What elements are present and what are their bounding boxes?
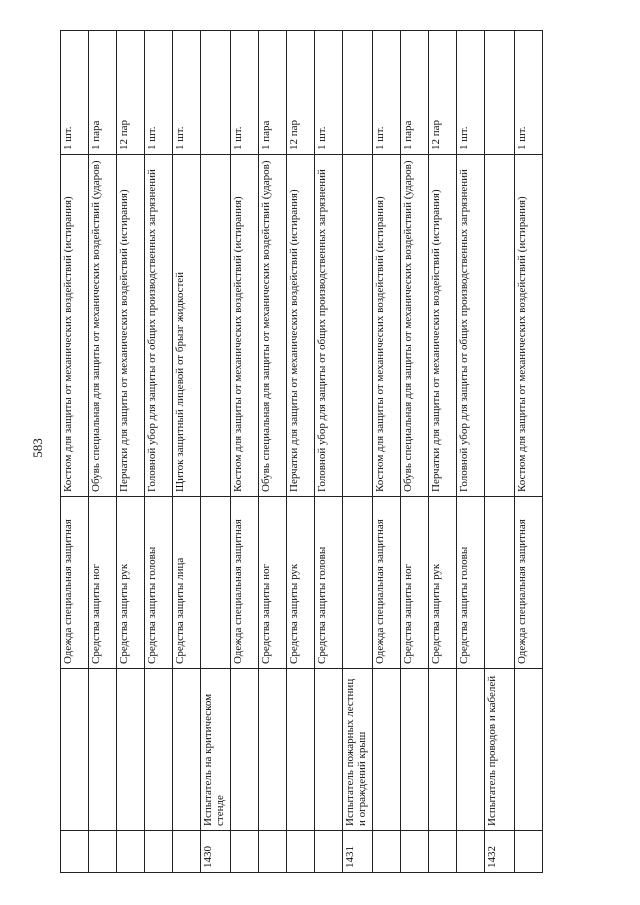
- ppe-item-cell: Костюм для защиты от механических воздействий (истирания): [61, 155, 89, 497]
- row-number-cell: 1431: [343, 831, 373, 873]
- table-row: [61, 31, 89, 873]
- ppe-item-cell: Щиток защитный лицевой от брызг жидкостей: [173, 155, 201, 497]
- profession-cell: [457, 669, 485, 831]
- table-row: [89, 31, 117, 873]
- profession-cell: [89, 669, 117, 831]
- ppe-type-cell: Средства защиты рук: [117, 497, 145, 669]
- table-row: [259, 31, 287, 873]
- ppe-type-cell: Средства защиты ног: [259, 497, 287, 669]
- ppe-type-cell: Средства защиты ног: [401, 497, 429, 669]
- table-row: [145, 31, 173, 873]
- quantity-cell: 1 шт.: [373, 31, 401, 155]
- quantity-cell: [343, 31, 373, 155]
- table-row: [429, 31, 457, 873]
- quantity-cell: 1 пара: [401, 31, 429, 155]
- row-number-cell: [173, 831, 201, 873]
- ppe-table: [60, 30, 543, 873]
- row-number-cell: [515, 831, 543, 873]
- profession-cell: Испытатель проводов и кабелей: [485, 669, 515, 831]
- profession-cell: [117, 669, 145, 831]
- ppe-type-cell: [485, 497, 515, 669]
- ppe-item-cell: Обувь специальная для защиты от механических воздействий (ударов): [89, 155, 117, 497]
- profession-cell: [173, 669, 201, 831]
- ppe-item-cell: [343, 155, 373, 497]
- ppe-item-cell: Обувь специальная для защиты от механических воздействий (ударов): [401, 155, 429, 497]
- profession-cell: [259, 669, 287, 831]
- ppe-item-cell: Костюм для защиты от механических воздействий (истирания): [373, 155, 401, 497]
- profession-cell: Испытатель на критическом стенде: [201, 669, 231, 831]
- profession-cell: [373, 669, 401, 831]
- profession-cell: Испытатель пожарных лестниц и ограждений крыш: [343, 669, 373, 831]
- ppe-type-cell: Средства защиты головы: [457, 497, 485, 669]
- ppe-table-body: [61, 31, 543, 873]
- table-row: [373, 31, 401, 873]
- ppe-type-cell: Одежда специальная защитная: [61, 497, 89, 669]
- ppe-item-cell: Головной убор для защиты от общих производственных загрязнений: [145, 155, 173, 497]
- ppe-item-cell: [201, 155, 231, 497]
- quantity-cell: 1 шт.: [173, 31, 201, 155]
- quantity-cell: 12 пар: [287, 31, 315, 155]
- row-number-cell: [61, 831, 89, 873]
- row-number-cell: 1432: [485, 831, 515, 873]
- ppe-type-cell: Средства защиты рук: [287, 497, 315, 669]
- quantity-cell: 1 пара: [89, 31, 117, 155]
- row-number-cell: [315, 831, 343, 873]
- quantity-cell: 1 шт.: [145, 31, 173, 155]
- ppe-type-cell: Средства защиты головы: [315, 497, 343, 669]
- ppe-item-cell: Перчатки для защиты от механических воздействий (истирания): [429, 155, 457, 497]
- profession-cell: [145, 669, 173, 831]
- row-number-cell: 1430: [201, 831, 231, 873]
- ppe-type-cell: [201, 497, 231, 669]
- quantity-cell: [485, 31, 515, 155]
- profession-cell: [401, 669, 429, 831]
- profession-cell: [515, 669, 543, 831]
- ppe-type-cell: Средства защиты рук: [429, 497, 457, 669]
- ppe-type-cell: Средства защиты ног: [89, 497, 117, 669]
- table-row: [117, 31, 145, 873]
- ppe-type-cell: Одежда специальная защитная: [373, 497, 401, 669]
- row-number-cell: [117, 831, 145, 873]
- profession-cell: [315, 669, 343, 831]
- table-row-profession-header: [201, 31, 231, 873]
- ppe-item-cell: Костюм для защиты от механических воздействий (истирания): [515, 155, 543, 497]
- row-number-cell: [145, 831, 173, 873]
- profession-cell: [61, 669, 89, 831]
- table-row-profession-header: [343, 31, 373, 873]
- ppe-item-cell: Костюм для защиты от механических воздействий (истирания): [231, 155, 259, 497]
- quantity-cell: 1 шт.: [315, 31, 343, 155]
- table-row: [287, 31, 315, 873]
- quantity-cell: 1 шт.: [457, 31, 485, 155]
- quantity-cell: 1 пара: [259, 31, 287, 155]
- row-number-cell: [287, 831, 315, 873]
- row-number-cell: [89, 831, 117, 873]
- row-number-cell: [401, 831, 429, 873]
- quantity-cell: 12 пар: [429, 31, 457, 155]
- ppe-item-cell: Перчатки для защиты от механических воздействий (истирания): [117, 155, 145, 497]
- ppe-type-cell: [343, 497, 373, 669]
- ppe-type-cell: Средства защиты головы: [145, 497, 173, 669]
- ppe-type-cell: Одежда специальная защитная: [231, 497, 259, 669]
- row-number-cell: [231, 831, 259, 873]
- quantity-cell: 12 пар: [117, 31, 145, 155]
- ppe-item-cell: [485, 155, 515, 497]
- table-row: [231, 31, 259, 873]
- profession-cell: [429, 669, 457, 831]
- table-row-profession-header: [485, 31, 515, 873]
- ppe-type-cell: Одежда специальная защитная: [515, 497, 543, 669]
- quantity-cell: 1 шт.: [61, 31, 89, 155]
- page-number: 583: [29, 438, 45, 458]
- ppe-type-cell: Средства защиты лица: [173, 497, 201, 669]
- row-number-cell: [373, 831, 401, 873]
- quantity-cell: 1 шт.: [515, 31, 543, 155]
- table-row: [401, 31, 429, 873]
- ppe-item-cell: Обувь специальная для защиты от механических воздействий (ударов): [259, 155, 287, 497]
- table-row: [457, 31, 485, 873]
- ppe-item-cell: Перчатки для защиты от механических воздействий (истирания): [287, 155, 315, 497]
- quantity-cell: 1 шт.: [231, 31, 259, 155]
- table-row: [173, 31, 201, 873]
- quantity-cell: [201, 31, 231, 155]
- rotated-page-content: [60, 31, 580, 873]
- profession-cell: [287, 669, 315, 831]
- row-number-cell: [259, 831, 287, 873]
- row-number-cell: [429, 831, 457, 873]
- table-row: [515, 31, 543, 873]
- profession-cell: [231, 669, 259, 831]
- ppe-item-cell: Головной убор для защиты от общих производственных загрязнений: [315, 155, 343, 497]
- row-number-cell: [457, 831, 485, 873]
- ppe-item-cell: Головной убор для защиты от общих производственных загрязнений: [457, 155, 485, 497]
- table-row: [315, 31, 343, 873]
